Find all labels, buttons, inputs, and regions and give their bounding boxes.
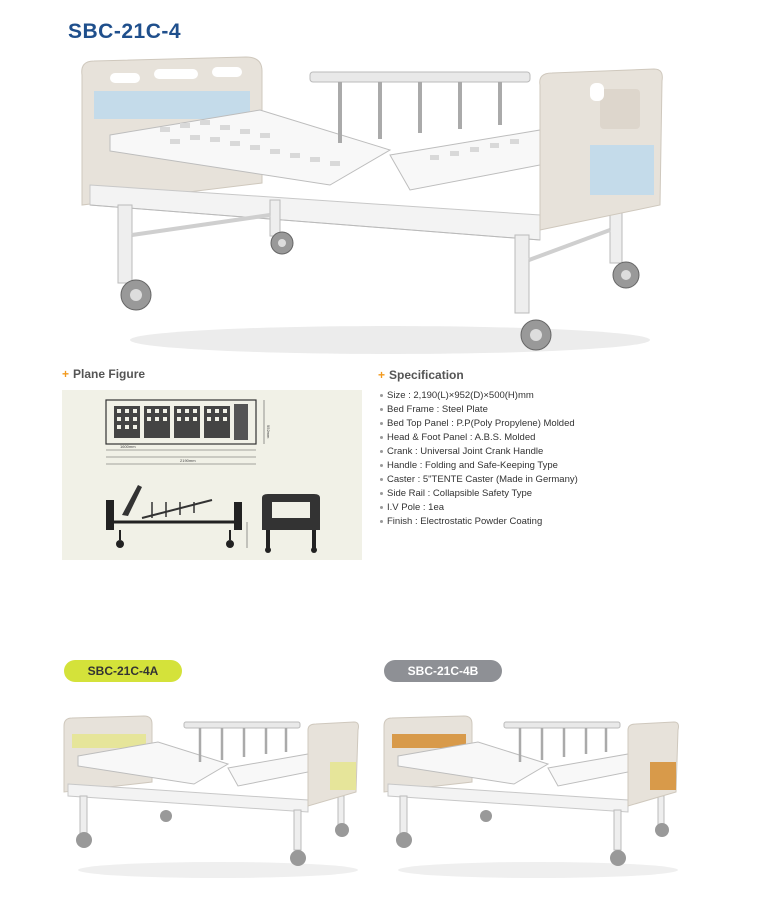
- specification-list: [380, 389, 578, 529]
- bullet-icon: [380, 478, 383, 481]
- plane-dim-width: 952mm: [266, 425, 271, 439]
- bullet-icon: [380, 520, 383, 523]
- bullet-icon: [380, 464, 383, 467]
- bullet-icon: [380, 436, 383, 439]
- variant-badge-4a: SBC-21C-4A: [64, 660, 182, 682]
- plane-dim-length-total: 2190mm: [180, 458, 196, 463]
- spec-item: I.V Pole : 1ea: [380, 501, 578, 515]
- bullet-icon: [380, 450, 383, 453]
- spec-item: Finish : Electrostatic Powder Coating: [380, 515, 578, 529]
- page-title: SBC-21C-4: [68, 20, 182, 43]
- plane-figure-box: [62, 390, 362, 560]
- bullet-icon: [380, 408, 383, 411]
- spec-item: Bed Frame : Steel Plate: [380, 403, 578, 417]
- plane-figure-drawing: [62, 390, 362, 560]
- main-bed-image: [70, 55, 670, 360]
- bullet-icon: [380, 422, 383, 425]
- plane-dim-length-inner: 1600mm: [120, 444, 136, 449]
- plus-icon: +: [378, 368, 386, 382]
- spec-item: Caster : 5"TENTE Caster (Made in Germany): [380, 473, 578, 487]
- variant-4a-bed-image: [58, 712, 368, 882]
- spec-item: Crank : Universal Joint Crank Handle: [380, 445, 578, 459]
- spec-item: Head & Foot Panel : A.B.S. Molded: [380, 431, 578, 445]
- spec-item: Handle : Folding and Safe-Keeping Type: [380, 459, 578, 473]
- bullet-icon: [380, 394, 383, 397]
- plus-icon: +: [62, 367, 70, 381]
- plane-figure-heading: + Plane Figure: [62, 367, 146, 381]
- specification-heading: + Specification: [378, 368, 464, 382]
- variant-badge-4b: SBC-21C-4B: [384, 660, 502, 682]
- bullet-icon: [380, 492, 383, 495]
- spec-item: Size : 2,190(L)×952(D)×500(H)mm: [380, 389, 578, 403]
- spec-item: Bed Top Panel : P.P(Poly Propylene) Molded: [380, 417, 578, 431]
- spec-item: Side Rail : Collapsible Safety Type: [380, 487, 578, 501]
- variant-4b-bed-image: [378, 712, 688, 882]
- bullet-icon: [380, 506, 383, 509]
